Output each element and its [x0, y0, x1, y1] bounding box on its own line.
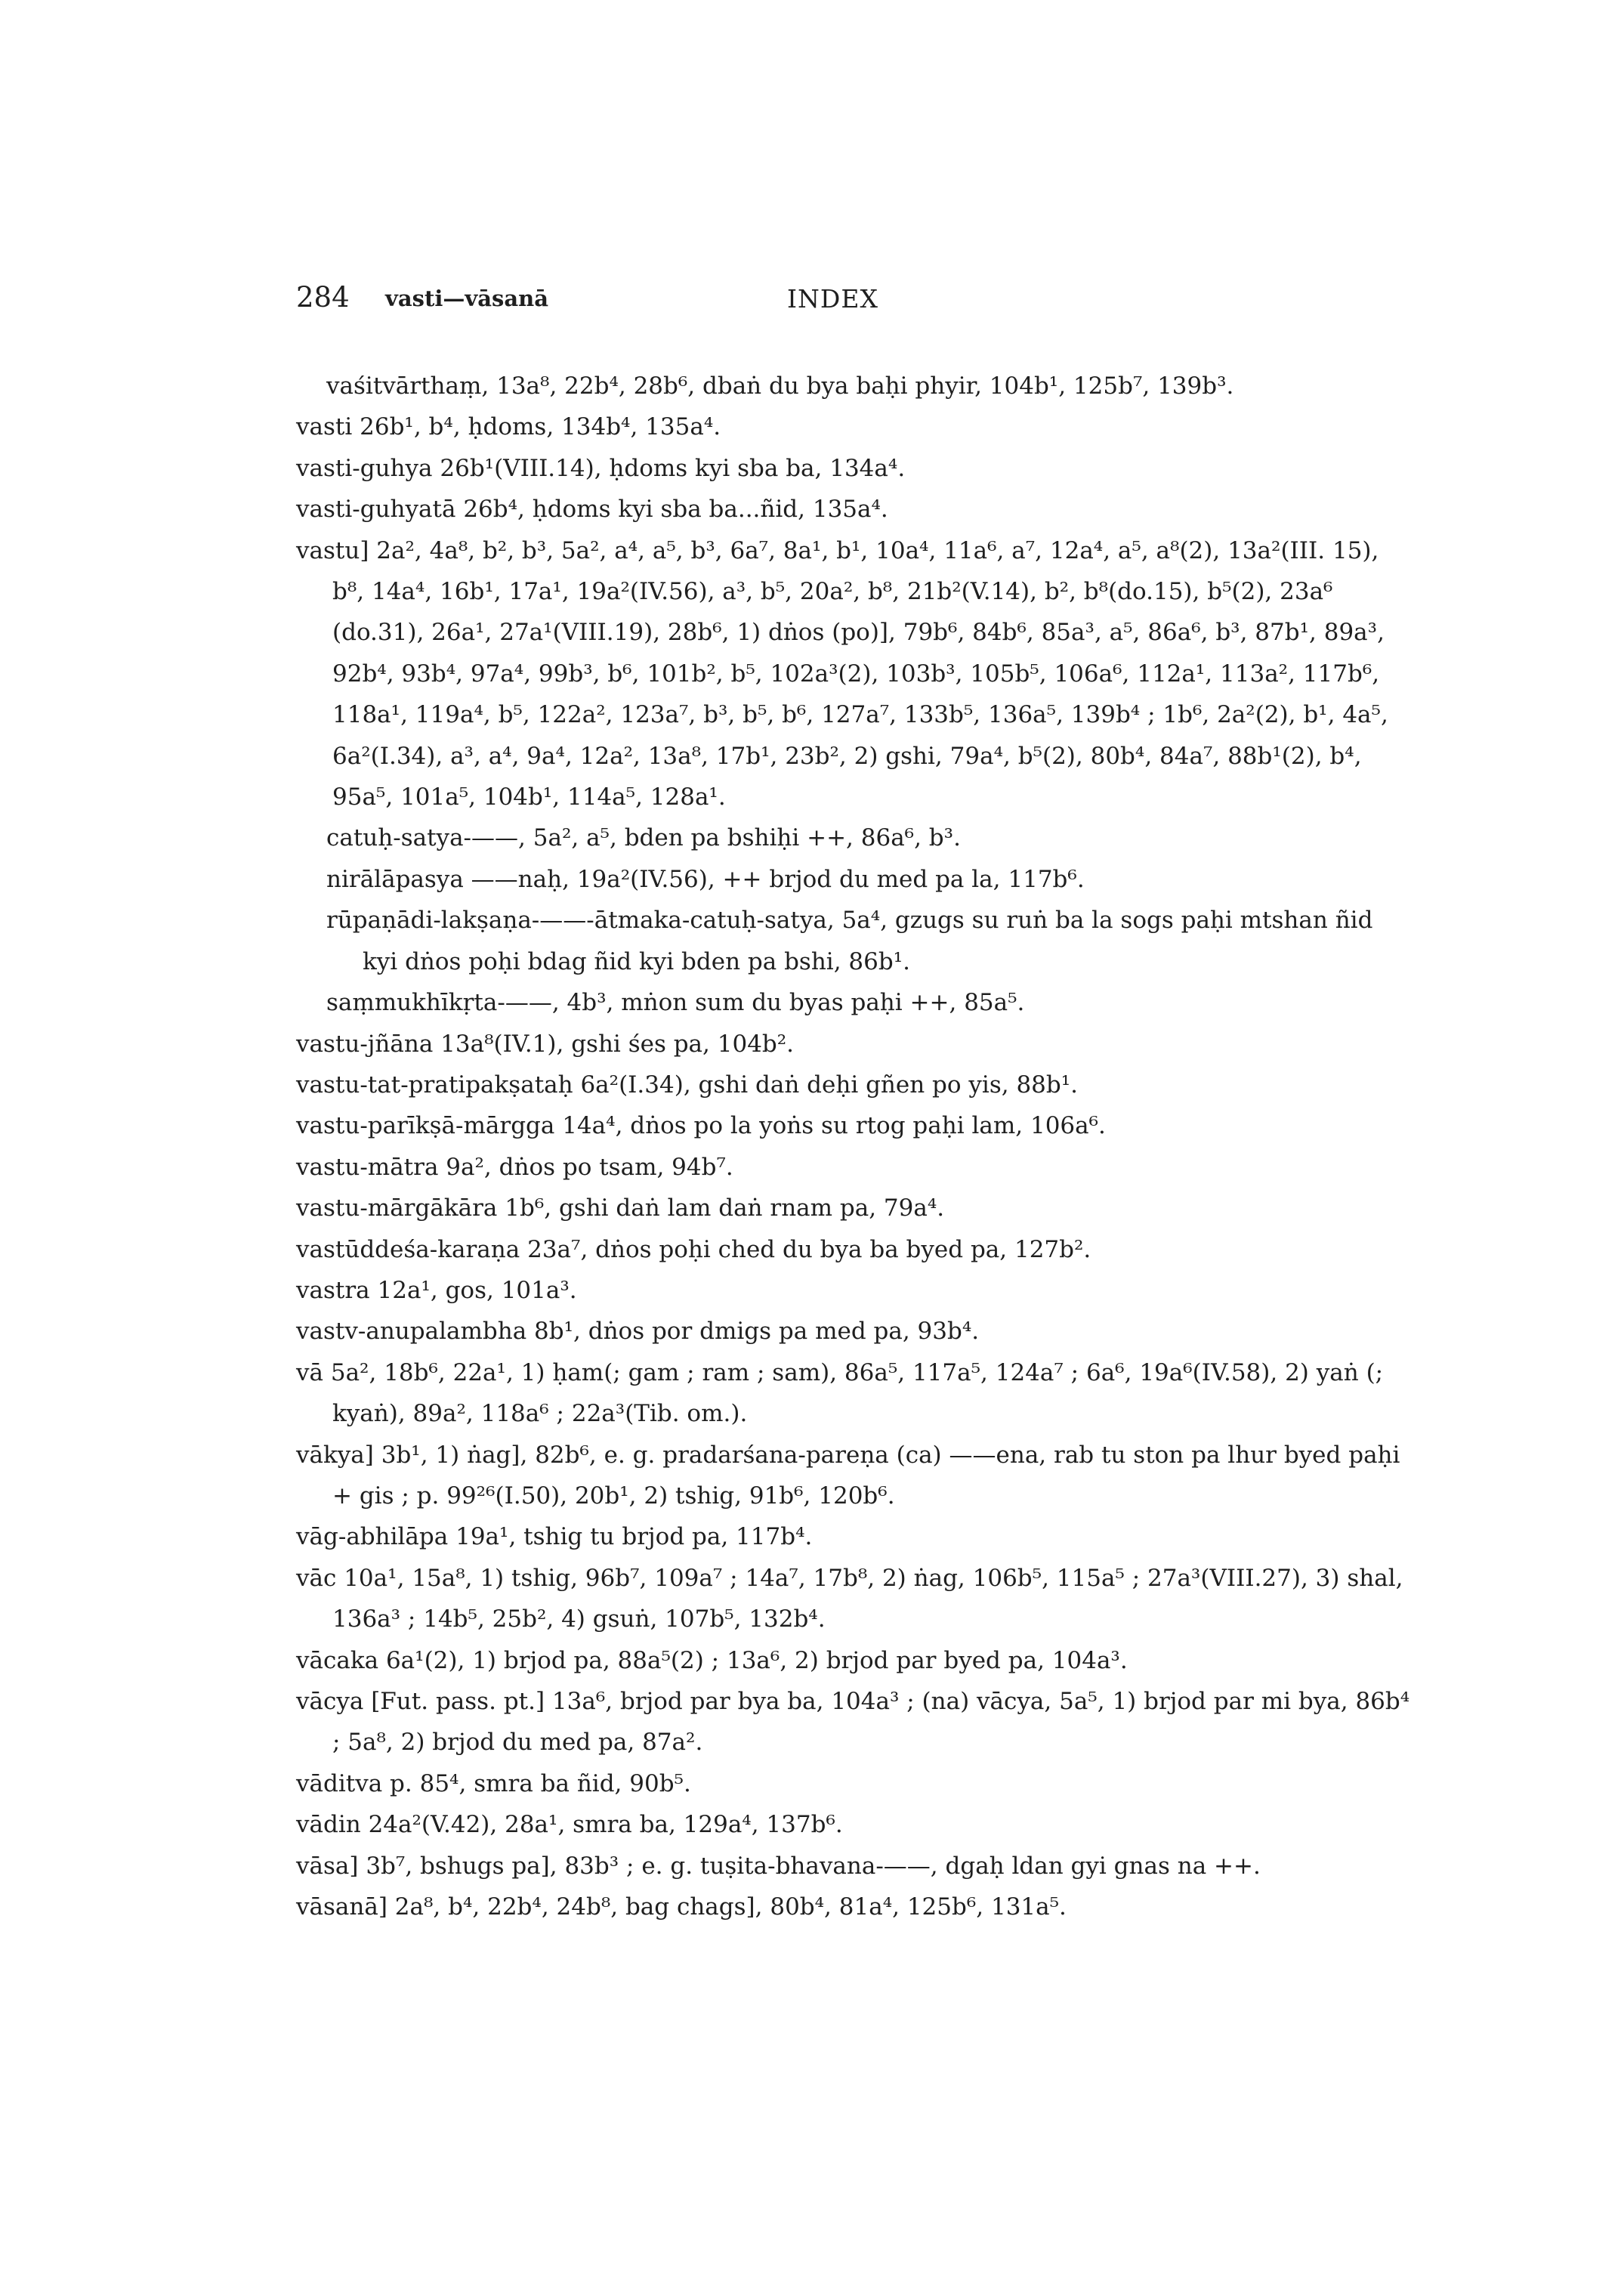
- index-entry: vāc 10a¹, 15a⁸, 1) tshig, 96b⁷, 109a⁷ ; 14a⁷, 17b⁸, 2) ṅag, 106b⁵, 115a⁵ ; 27a³(VIII.27), 3) shal, 136a³ ; 14b⁵, 25b², 4) gsuṅ, 107b⁵, 132b⁴.: [296, 1564, 1403, 1633]
- index-entry: vasti 26b¹, b⁴, ḥdoms, 134b⁴, 135a⁴.: [296, 413, 721, 441]
- index-subentry: saṃmukhīkṛta-——, 4b³, mṅon sum du byas paḥi ++, 85a⁵.: [326, 989, 1025, 1017]
- index-entry: vākya] 3b¹, 1) ṅag], 82b⁶, e. g. pradarśana-pareṇa (ca) ——ena, rab tu ston pa lhur byed paḥi + gis ; p. 99²⁶(I.50), 20b¹, 2) tshig, 91b⁶, 120b⁶.: [296, 1441, 1400, 1510]
- index-entry: vastu-mātra 9a², dṅos po tsam, 94b⁷.: [296, 1153, 733, 1181]
- index-entry: vāsa] 3b⁷, bshugs pa], 83b³ ; e. g. tuṣita-bhavana-——, dgaḥ ldan gyi gnas na ++.: [296, 1852, 1261, 1880]
- index-subentry: rūpaṇādi-lakṣaṇa-——-ātmaka-catuḥ-satya, 5a⁴, gzugs su ruṅ ba la sogs paḥi mtshan ñid kyi dṅos poḥi bdag ñid kyi bden pa bshi, 86b¹.: [326, 907, 1373, 975]
- index-entry: vastu-tat-pratipakṣataḥ 6a²(I.34), gshi daṅ deḥi gñen po yis, 88b¹.: [296, 1071, 1079, 1099]
- page-header: [296, 281, 1369, 319]
- running-head: vasti—vāsanā: [385, 286, 549, 311]
- index-entry: vastu-parīkṣā-mārgga 14a⁴, dṅos po la yoṅs su rtog paḥi lam, 106a⁶.: [296, 1112, 1106, 1140]
- index-entry: vādin 24a²(V.42), 28a¹, smra ba, 129a⁴, 137b⁶.: [296, 1811, 843, 1839]
- index-entry: vastūddeśa-karaṇa 23a⁷, dṅos poḥi ched du bya ba byed pa, 127b².: [296, 1235, 1091, 1263]
- index-subentry: nirālāpasya ——naḥ, 19a²(IV.56), ++ brjod du med pa la, 117b⁶.: [326, 865, 1085, 893]
- index-entry: vastv-anupalambha 8b¹, dṅos por dmigs pa med pa, 93b⁴.: [296, 1318, 980, 1346]
- index-entry: vastra 12a¹, gos, 101a³.: [296, 1276, 577, 1304]
- index-entry: vaśitvārthaṃ, 13a⁸, 22b⁴, 28b⁶, dbaṅ du bya baḥi phyir, 104b¹, 125b⁷, 139b³.: [326, 372, 1234, 400]
- index-entry: vāsanā] 2a⁸, b⁴, 22b⁴, 24b⁸, bag chags], 80b⁴, 81a⁴, 125b⁶, 131a⁵.: [296, 1893, 1067, 1921]
- index-entry: vasti-guhya 26b¹(VIII.14), ḥdoms kyi sba ba, 134a⁴.: [296, 454, 906, 482]
- index-entry: vācya [Fut. pass. pt.] 13a⁶, brjod par bya ba, 104a³ ; (na) vācya, 5a⁵, 1) brjod par mi bya, 86b⁴ ; 5a⁸, 2) brjod du med pa, 87a².: [296, 1688, 1410, 1757]
- index-entries: [296, 366, 1414, 1927]
- index-entry: vastu-mārgākāra 1b⁶, gshi daṅ lam daṅ rnam pa, 79a⁴.: [296, 1194, 945, 1222]
- index-entry: vasti-guhyatā 26b⁴, ḥdoms kyi sba ba...ñid, 135a⁴.: [296, 496, 888, 524]
- index-entry: vastu] 2a², 4a⁸, b², b³, 5a², a⁴, a⁵, b³, 6a⁷, 8a¹, b¹, 10a⁴, 11a⁶, a⁷, 12a⁴, a⁵, a⁸(2), 13a²(III. 15), b⁸, 14a⁴, 16b¹, 17a¹, 19a²(IV.56), a³, b⁵, 20a², b⁸, 21b²(V.14), b², b⁸(do.15), b⁵(2), 23a⁶ (do.31), 26a¹, 27a¹(VIII.19), 28b⁶, 1) dṅos (po)], 79b⁶, 84b⁶, 85a³, a⁵, 86a⁶, b³, 87b¹, 89a³, 92b⁴, 93b⁴, 97a⁴, 99b³, b⁶, 101b², b⁵, 102a³(2), 103b³, 105b⁵, 106a⁶, 112a¹, 113a², 117b⁶, 118a¹, 119a⁴, b⁵, 122a², 123a⁷, b³, b⁵, b⁶, 127a⁷, 133b⁵, 136a⁵, 139b⁴ ; 1b⁶, 2a²(2), b¹, 4a⁵, 6a²(I.34), a³, a⁴, 9a⁴, 12a², 13a⁸, 17b¹, 23b², 2) gshi, 79a⁴, b⁵(2), 80b⁴, 84a⁷, 88b¹(2), b⁴, 95a⁵, 101a⁵, 104b¹, 114a⁵, 128a¹.: [296, 536, 1388, 811]
- page-number: 284: [296, 281, 350, 314]
- index-title: INDEX: [787, 284, 878, 314]
- index-subentry: catuḥ-satya-——, 5a², a⁵, bden pa bshiḥi ++, 86a⁶, b³.: [326, 824, 961, 852]
- index-entry: vācaka 6a¹(2), 1) brjod pa, 88a⁵(2) ; 13a⁶, 2) brjod par byed pa, 104a³.: [296, 1646, 1128, 1674]
- index-entry: vā 5a², 18b⁶, 22a¹, 1) ḥam(; gam ; ram ; sam), 86a⁵, 117a⁵, 124a⁷ ; 6a⁶, 19a⁶(IV.58), 2) yaṅ (; kyaṅ), 89a², 118a⁶ ; 22a³(Tib. om.).: [296, 1358, 1384, 1428]
- index-entry: vāg-abhilāpa 19a¹, tshig tu brjod pa, 117b⁴.: [296, 1523, 813, 1551]
- index-entry: vastu-jñāna 13a⁸(IV.1), gshi śes pa, 104b².: [296, 1030, 795, 1058]
- index-entry: vāditva p. 85⁴, smra ba ñid, 90b⁵.: [296, 1769, 691, 1797]
